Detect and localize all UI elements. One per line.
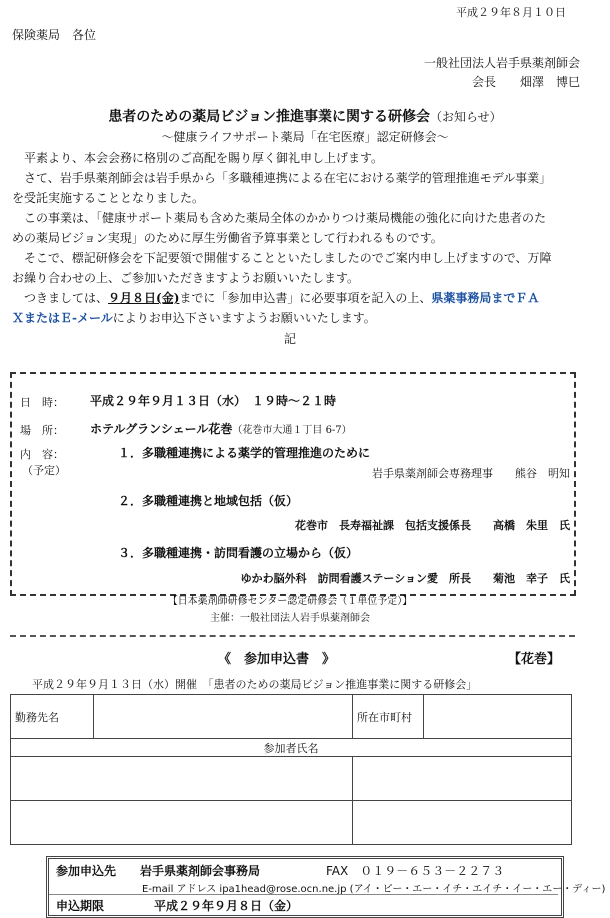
program-item-3: ３．多職種連携・訪問看護の立場から（仮）	[118, 546, 359, 560]
paragraph: を受託実施することとなりました。	[12, 191, 205, 205]
form-title: 《 参加申込書 》	[218, 652, 336, 667]
fax-highlight: 県薬事務局までＦＡ	[431, 291, 540, 305]
program-item-2-speaker: 花巻市 長寿福祉課 包括支援係長 高橋 朱里 氏	[295, 519, 570, 532]
workplace-label: 勤務先名	[11, 695, 94, 739]
participants-label: 参加者氏名	[11, 739, 572, 757]
form-event-line: 平成２９年９月１３日（水）開催 「患者のための薬局ビジョン推進事業に関する研修会」	[32, 678, 478, 691]
participant-name-field[interactable]	[353, 801, 572, 845]
certification: 【日本薬剤師研修センター認定研修会（１単位予定）】	[167, 596, 413, 607]
body-text	[12, 148, 602, 328]
issuer-president: 会長 畑澤 博巳	[471, 75, 580, 89]
content-note: （予定）	[22, 464, 66, 477]
title-suffix: （お知らせ）	[430, 110, 502, 124]
contact-divider	[49, 894, 558, 895]
paragraph: この事業は、「健康サポート薬局も含めた薬局全体のかかりつけ薬局機能の強化に向けた患者のた	[24, 211, 547, 225]
participant-name-field[interactable]	[11, 801, 353, 845]
deadline-value: 平成２９年９月８日（金）	[154, 899, 299, 913]
subtitle: ～健康ライフサポート薬局「在宅医療」認定研修会～	[161, 130, 449, 144]
application-table	[10, 694, 572, 845]
program-item-1-speaker: 岩手県薬剤師会専務理事 熊谷 明知	[372, 467, 570, 480]
city-field[interactable]	[424, 695, 572, 739]
fax-number: FAX ０１９－６５３－２２７３	[326, 864, 505, 878]
email-line	[142, 880, 605, 895]
place-line	[90, 420, 352, 437]
deadline-highlight: ９月８日(金)	[108, 291, 180, 305]
place-value: ホテルグランシェール花巻	[90, 422, 233, 436]
paragraph: ＸまたはＥ-メールによりお申込下さいますようお願いいたします。	[12, 311, 376, 325]
workplace-field[interactable]	[94, 695, 353, 739]
city-label: 所在市町村	[353, 695, 424, 739]
participant-name-field[interactable]	[353, 757, 572, 801]
email-reading: (アイ・ピー・エー・イチ・エイチ・イー・エー・ディー)	[349, 884, 606, 895]
paragraph: 平素より、本会会務に格別のご高配を賜り厚く御礼申し上げます。	[24, 151, 384, 165]
email-address[interactable]: ipa1head@rose.ocn.ne.jp	[219, 884, 347, 895]
content-label: 内 容：	[20, 448, 64, 461]
program-item-2: ２．多職種連携と地域包括（仮）	[118, 494, 299, 508]
paragraph: つきましては、９月８日(金)までに「参加申込書」に必要事項を記入の上、県薬事務局までＦＡ	[24, 291, 540, 305]
program-item-1: １．多職種連携による薬学的管理推進のために	[118, 446, 371, 460]
program-item-3-speaker: ゆかわ脳外科 訪問看護ステーション愛 所長 菊池 幸子 氏	[240, 572, 570, 585]
cut-line	[10, 635, 575, 637]
addressee: 保険薬局 各位	[12, 28, 97, 42]
email-label: E-mail アドレス	[142, 884, 217, 895]
form-region: 【花巻】	[508, 652, 561, 667]
deadline-label: 申込期限	[56, 899, 105, 913]
title-block	[0, 106, 610, 126]
page-title: 患者のための薬局ビジョン推進事業に関する研修会	[108, 109, 431, 125]
document-date: 平成２９年８月１０日	[456, 6, 566, 19]
place-label: 場 所：	[20, 424, 64, 437]
email-highlight: ＸまたはＥ-メール	[12, 311, 113, 325]
paragraph: そこで、標記研修会を下記要領で開催することといたしましたのでご案内申し上げますので、万障	[24, 251, 552, 265]
paragraph: お繰り合わせの上、ご参加いただきますようお願いいたします。	[12, 271, 360, 285]
paragraph: めの薬局ビジョン実現」のために厚生労働省予算事業として行われるものです。	[12, 231, 443, 245]
ki-mark: 記	[283, 332, 296, 346]
paragraph: さて、岩手県薬剤師会は岩手県から「多職種連携による在宅における薬学的管理推進モデル事業」	[24, 171, 552, 185]
date-value: 平成２９年９月１３日（水） １９時～２１時	[90, 394, 337, 408]
apply-to: 岩手県薬剤師会事務局	[140, 864, 261, 878]
date-label: 日 時：	[20, 396, 64, 409]
apply-label: 参加申込先	[56, 864, 117, 878]
place-address: （花巻市大通１丁目 6-7）	[232, 425, 352, 436]
issuer-org: 一般社団法人岩手県薬剤師会	[423, 56, 580, 70]
host: 主催：一般社団法人岩手県薬剤師会	[210, 613, 370, 624]
participant-name-field[interactable]	[11, 757, 353, 801]
